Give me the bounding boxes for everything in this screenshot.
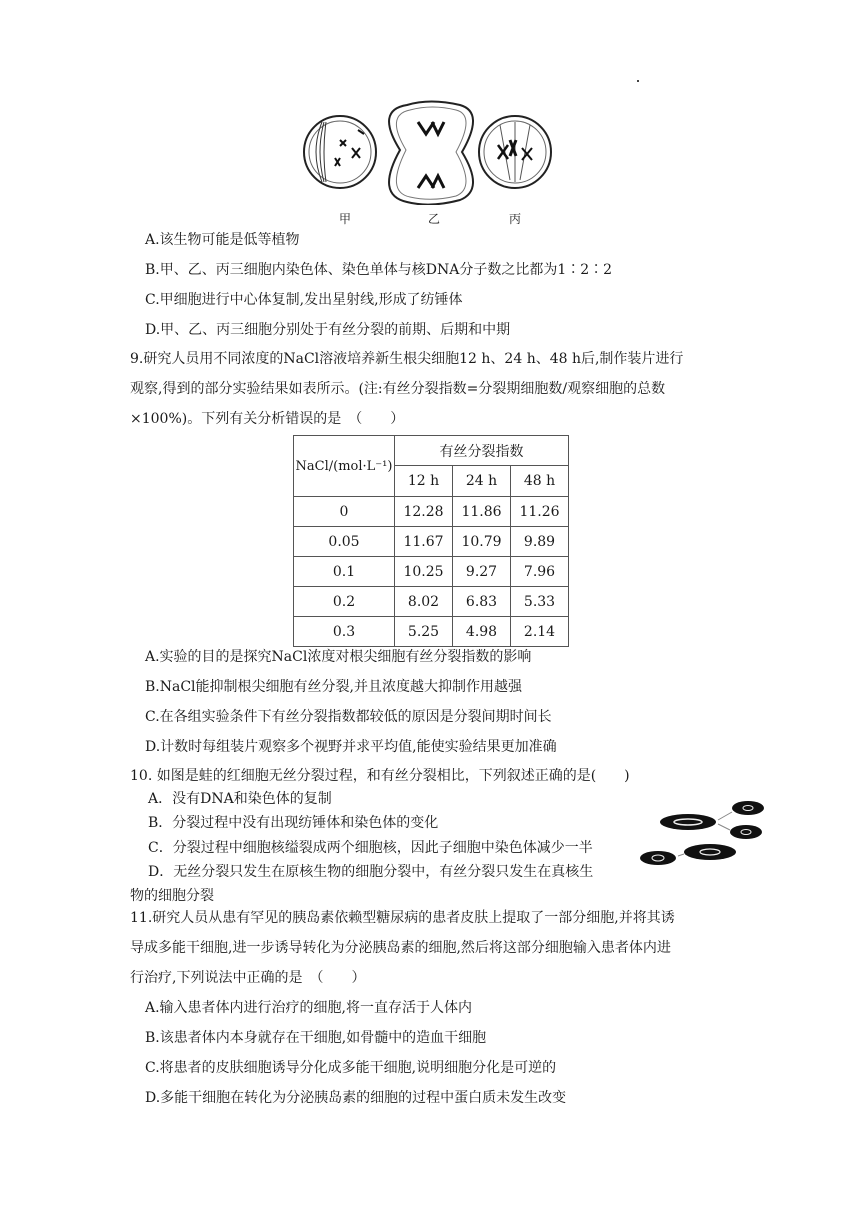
table-cell: 8.02 xyxy=(395,587,453,617)
figure-label-yi: 乙 xyxy=(428,212,441,226)
q11-option-c: C.将患者的皮肤细胞诱导分化成多能干细胞,说明细胞分化是可逆的 xyxy=(145,1060,557,1076)
table-row xyxy=(294,527,569,557)
q9-option-d: D.计数时每组装片观察多个视野并求平均值,能使实验结果更加准确 xyxy=(145,739,557,755)
table-group-header: 有丝分裂指数 xyxy=(395,436,569,466)
cell-jia-drawing xyxy=(304,116,376,188)
table-row xyxy=(294,617,569,647)
q11-option-b: B.该患者体内本身就存在干细胞,如骨髓中的造血干细胞 xyxy=(145,1030,487,1046)
table-row-header: NaCl/(mol·L⁻¹) xyxy=(294,436,395,497)
table-cell: 11.67 xyxy=(395,527,453,557)
cell-yi-drawing xyxy=(389,102,473,205)
q9-stem-line-1: 9.研究人员用不同浓度的NaCl溶液培养新生根尖细胞12 h、24 h、48 h后,制作装片进行 xyxy=(130,351,684,367)
table-cell: 11.26 xyxy=(511,497,569,527)
table-cell: 0.3 xyxy=(294,617,395,647)
table-cell: 4.98 xyxy=(453,617,511,647)
q9-data-table xyxy=(293,435,569,647)
q9-option-c: C.在各组实验条件下有丝分裂指数都较低的原因是分裂间期时间长 xyxy=(145,709,552,725)
q11-option-a: A.输入患者体内进行治疗的细胞,将一直存活于人体内 xyxy=(145,1000,473,1016)
q10-option-d-continued: 物的细胞分裂 xyxy=(130,888,214,904)
q11-stem-line-3: 行治疗,下列说法中正确的是 （ ） xyxy=(130,970,366,986)
table-cell: 5.25 xyxy=(395,617,453,647)
table-cell: 10.79 xyxy=(453,527,511,557)
cell-bing-drawing xyxy=(479,116,551,188)
table-cell: 5.33 xyxy=(511,587,569,617)
table-col-12h: 12 h xyxy=(395,466,453,497)
table-cell: 0 xyxy=(294,497,395,527)
table-cell: 9.89 xyxy=(511,527,569,557)
table-cell: 9.27 xyxy=(453,557,511,587)
q10-stem: 10. 如图是蛙的红细胞无丝分裂过程，和有丝分裂相比，下列叙述正确的是( ) xyxy=(130,768,630,784)
table-cell: 2.14 xyxy=(511,617,569,647)
frog-rbc-amitosis-figure xyxy=(638,796,778,876)
q11-option-d: D.多能干细胞在转化为分泌胰岛素的细胞的过程中蛋白质未发生改变 xyxy=(145,1090,567,1106)
table-row xyxy=(294,587,569,617)
table-cell: 11.86 xyxy=(453,497,511,527)
q8-option-a: A.该生物可能是低等植物 xyxy=(145,232,300,248)
q10-option-c: C．分裂过程中细胞核缢裂成两个细胞核，因此子细胞中染色体减少一半 xyxy=(148,840,593,856)
table-col-48h: 48 h xyxy=(511,466,569,497)
stray-dot xyxy=(637,80,639,82)
q11-stem-line-2: 导成多能干细胞,进一步诱导转化为分泌胰岛素的细胞,然后将这部分细胞输入患者体内进 xyxy=(130,940,671,956)
table-cell: 10.25 xyxy=(395,557,453,587)
table-row xyxy=(294,557,569,587)
cell-division-figure xyxy=(300,100,560,205)
figure-label-jia: 甲 xyxy=(339,212,352,226)
table-cell: 12.28 xyxy=(395,497,453,527)
q8-option-b: B.甲、乙、丙三细胞内染色体、染色单体与核DNA分子数之比都为1∶2∶2 xyxy=(145,262,613,278)
q8-option-c: C.甲细胞进行中心体复制,发出星射线,形成了纺锤体 xyxy=(145,292,463,308)
q9-stem-line-3: ×100%)。下列有关分析错误的是 （ ） xyxy=(130,411,405,427)
table-cell: 6.83 xyxy=(453,587,511,617)
table-col-24h: 24 h xyxy=(453,466,511,497)
table-cell: 0.2 xyxy=(294,587,395,617)
q9-stem-line-2: 观察,得到的部分实验结果如表所示。(注:有丝分裂指数=分裂期细胞数/观察细胞的总数 xyxy=(130,381,666,397)
q10-option-d: D．无丝分裂只发生在原核生物的细胞分裂中，有丝分裂只发生在真核生 xyxy=(148,864,594,880)
q9-option-a: A.实验的目的是探究NaCl浓度对根尖细胞有丝分裂指数的影响 xyxy=(145,649,532,665)
figure-label-bing: 丙 xyxy=(509,212,522,226)
table-cell: 0.05 xyxy=(294,527,395,557)
q10-option-b: B．分裂过程中没有出现纺锤体和染色体的变化 xyxy=(148,815,439,831)
q10-option-a: A．没有DNA和染色体的复制 xyxy=(148,791,332,807)
table-cell: 7.96 xyxy=(511,557,569,587)
q11-stem-line-1: 11.研究人员从患有罕见的胰岛素依赖型糖尿病的患者皮肤上提取了一部分细胞,并将其诱 xyxy=(130,910,675,926)
q8-option-d: D.甲、乙、丙三细胞分别处于有丝分裂的前期、后期和中期 xyxy=(145,322,511,338)
table-row xyxy=(294,497,569,527)
table-cell: 0.1 xyxy=(294,557,395,587)
q9-option-b: B.NaCl能抑制根尖细胞有丝分裂,并且浓度越大抑制作用越强 xyxy=(145,679,522,695)
